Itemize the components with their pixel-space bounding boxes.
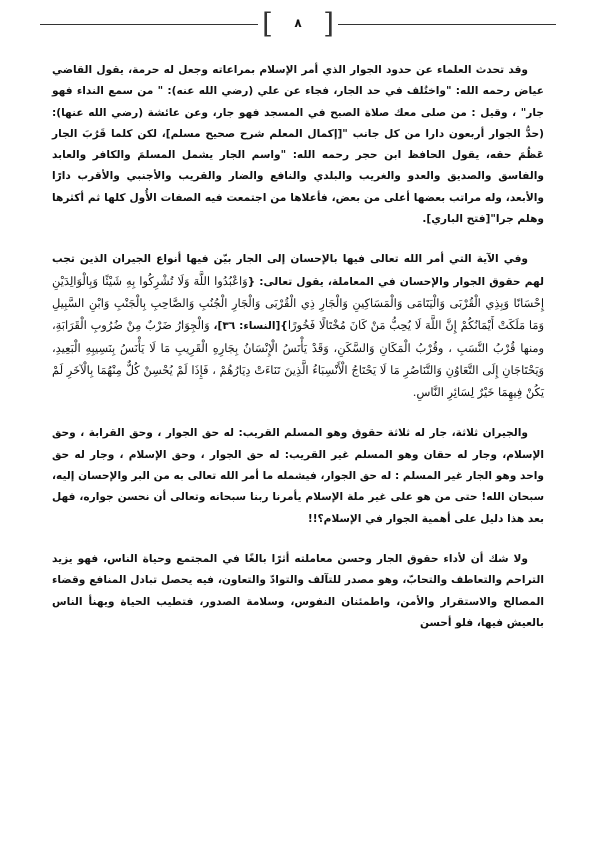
paragraph-neighbor-types: والجيران ثلاثة، جار له ثلاثة حقوق وهو المسلم القريب: له حق الجوار ، وحق القرابة ، وحق الإسلام، وجار له حقان وهو المسلم غير القريب: له حق الجوار ، وحق الإسلام ، وجار له حق واحد وهو الجار غير المسلم : له حق الجوار، فيشمله ما أمر الله تعالى به من البر والإحسان إليه، سبحان الله! حتى من هو على غير ملة الإسلام يأمرنا ربنا سبحانه وتعالى أن نحسن جواره، فهل بعد هذا دليل على أهمية الجوار في الإسلام؟!! xyxy=(52,427,544,525)
paragraph-neighbor-limits: وقد تحدث العلماء عن حدود الجوار الذي أمر الإسلام بمراعاته وجعل له حرمة، يقول القاضي عياض رحمه الله: "واختُلف في حد الجار، فجاء عن علي (رضي الله عنه): " من سمع النداء فهو جار" ، وقيل : من صلى معك صلاة الصبح في المسجد فهو جار، وعن عائشة (رضي الله عنها): (حدُّ الجوار أربعون دارا من كل جانب "[إكمال المعلم شرح صحيح مسلم]، لكن كلما قَرُبَ الجار عَظُمَ حقه، يقول الحافظ ابن حجر رحمه الله: "واسم الجار يشمل المسلمَ والكافر والعابد والفاسق والصديق والعدو والغريب والبلدي والنافع والضار والقريب والأجنبي والأقرب دارًا والأبعد، وله مراتب بعضها أعلى من بعض، فأعلاها من اجتمعت فيه الصفات الأُول كلها ثم أكثرها وهلم جرا"[فتح الباري]. xyxy=(52,64,544,226)
page-number-bracket-left: [ xyxy=(262,7,273,40)
page-number-bracket-right: ] xyxy=(323,7,334,40)
verse-reference: }[النساء: ٣٦]، xyxy=(209,320,288,333)
header-rule-right xyxy=(338,24,556,25)
quran-verse: وَاعْبُدُوا اللَّهَ وَلَا تُشْرِكُوا بِهِ شَيْئًا وَبِالْوَالِدَيْنِ إِحْسَانًا وَبِذِي الْقُرْبَى وَالْيَتَامَى وَالْمَسَاكِينِ وَالْجَارِ ذِي الْقُرْبَى وَالْجَارِ الْجُنُبِ وَالصَّاحِبِ بِالْجَنْبِ وَابْنِ السَّبِيلِ وَمَا مَلَكَتْ أَيْمَانُكُمْ إِنَّ اللَّهَ لَا يُحِبُّ مَنْ كَانَ مُخْتَالًا فَخُورًا xyxy=(52,273,544,333)
verse-intro: وفي الآية التي أمر الله تعالى فيها بالإحسان إلى الجار بيّن فيها أنواع الجيران الذين تجب لهم حقوق الجوار والإحسان في المعاملة، يقول تعالى: { xyxy=(52,253,544,288)
page-body xyxy=(52,60,544,634)
page-number: ٨ xyxy=(294,16,302,30)
quoted-commentary: وَالْجِوَارُ ضَرْبٌ مِنْ ضُرُوبِ الْقَرَابَةِ، ومنها قُرْبُ النَّسَبِ ، وقُرْبُ الْمَكَانِ وَالسَّكَنِ، وَقَدْ يَأْنَسُ الْإِنْسَانُ بِجَارِهِ الْقَرِيبِ مَا لَا يَأْنَسُ بِنَسِيبِهِ الْبَعِيدِ، وَيَحْتَاجَانِ إِلَى التَّعَاوُنِ وَالتَّنَاصُرِ مَا لَا يَحْتَاجُ الْأَنْسِبَاءُ الَّذِينَ تَنَاءَتْ دِيَارُهُمْ ، فَإِذَا لَمْ يُحْسِنْ كُلٌّ مِنْهُمَا بِالْآخَرِ لَمْ يَكُنْ فِيهِمَا خَيْرٌ لِسَائِرِ النَّاسِ. xyxy=(52,318,544,400)
paragraph-neighbor-rights-effect: ولا شك أن لأداء حقوق الجار وحسن معاملته أثرًا بالغًا في المجتمع وحياة الناس، فهو يزيد التراحم والتعاطف والتحابّ، وهو مصدر للتآلف والتوادّ والتعاون، فيه يحصل تبادل المنافع وقضاء المصالح والاستقرار والأمن، واطمئنان النفوس، وسلامة الصدور، فتطيب الحياة ويهنأ الناس بالعيش فيها، فلو أحسن xyxy=(52,552,544,629)
paragraph-quran-verse xyxy=(52,249,544,404)
page-header xyxy=(40,7,556,40)
